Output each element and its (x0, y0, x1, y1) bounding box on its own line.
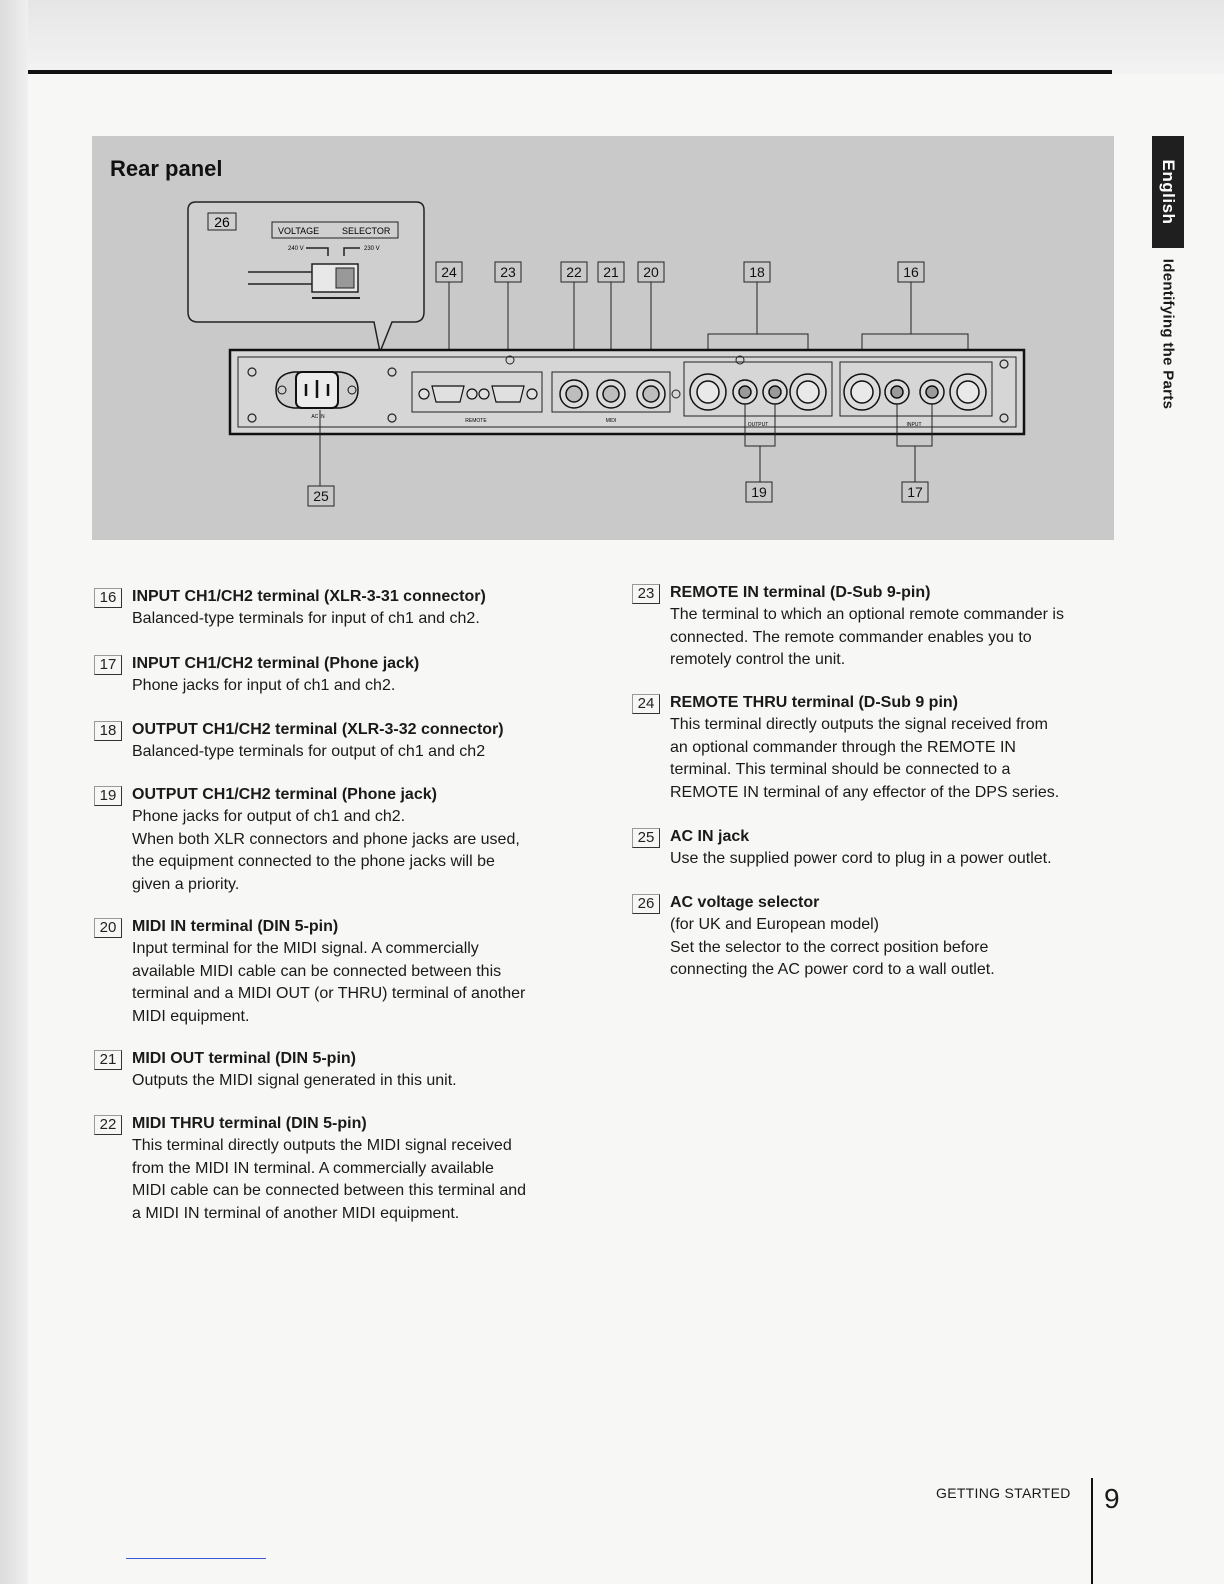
entry-text: Phone jacks for output of ch1 and ch2. (132, 808, 406, 825)
panel-label-midi: MIDI (605, 418, 617, 424)
entry-20 (94, 916, 614, 1028)
callout-22: 22 (566, 264, 582, 280)
entry-text: This terminal directly outputs the MIDI signal received (132, 1137, 512, 1154)
entry-text: connected. The remote commander enables you to (670, 628, 1032, 646)
panel-label-ac-in: AC IN (311, 414, 325, 420)
entry-title: INPUT CH1/CH2 terminal (XLR-3-31 connector) (132, 588, 486, 605)
entry-text: The terminal to which an optional remote commander is (670, 606, 1064, 623)
entry-text: available MIDI cable can be connected between this (132, 962, 502, 980)
entry-text: the equipment connected to the phone jacks will be (132, 853, 495, 870)
entry-18 (94, 719, 614, 764)
panel-label-remote: REMOTE (465, 418, 487, 424)
entry-number: 26 (632, 894, 660, 914)
entry-text: a MIDI IN terminal of another MIDI equipment. (132, 1204, 460, 1222)
callout-17: 17 (907, 484, 923, 500)
entry-number: 16 (94, 588, 122, 608)
bottom-line (126, 1558, 266, 1559)
entry-number: 20 (94, 918, 122, 938)
footer-section-label: GETTING STARTED (936, 1485, 1071, 1501)
selector-label-right: SELECTOR (342, 226, 391, 236)
entry-text: terminal and a MIDI OUT (or THRU) terminal of another (132, 985, 526, 1002)
entry-22 (94, 1113, 614, 1225)
entry-25 (632, 826, 1152, 871)
callout-25: 25 (313, 488, 329, 504)
entry-title: MIDI OUT terminal (DIN 5-pin) (132, 1050, 356, 1067)
entry-number: 19 (94, 786, 122, 806)
entry-24 (632, 692, 1152, 804)
footer-rule (1091, 1478, 1093, 1584)
entry-text: Input terminal for the MIDI signal. A commercially (132, 940, 479, 957)
selector-label-left: VOLTAGE (278, 226, 320, 236)
entry-number: 24 (632, 694, 660, 714)
entry-title: OUTPUT CH1/CH2 terminal (Phone jack) (132, 786, 437, 803)
midi-din-connectors (560, 380, 665, 408)
entry-number: 23 (632, 584, 660, 604)
entry-16 (94, 586, 614, 631)
entry-21 (94, 1048, 614, 1093)
entry-23 (632, 582, 1152, 672)
entry-title: MIDI THRU terminal (DIN 5-pin) (132, 1115, 367, 1132)
entry-title: AC voltage selector (670, 894, 820, 911)
language-tab-label: English (1159, 159, 1178, 225)
callout-21: 21 (603, 264, 619, 280)
entry-number: 17 (94, 655, 122, 675)
callout-26: 26 (214, 214, 230, 230)
entry-text: Balanced-type terminals for output of ch1 and ch2 (132, 743, 486, 760)
entry-title: REMOTE THRU terminal (D-Sub 9 pin) (670, 694, 958, 711)
entry-title: MIDI IN terminal (DIN 5-pin) (132, 918, 339, 935)
entry-text: REMOTE IN terminal of any effector of the DPS series. (670, 783, 1060, 801)
entry-text: Phone jacks for input of ch1 and ch2. (132, 677, 396, 694)
entry-17 (94, 653, 614, 698)
entry-text: MIDI equipment. (132, 1007, 250, 1025)
entry-text: Outputs the MIDI signal generated in this unit. (132, 1072, 457, 1089)
ac-in-jack (276, 372, 358, 408)
entry-text: (for UK and European model) (670, 916, 879, 933)
entry-text: This terminal directly outputs the signal received from (670, 716, 1048, 733)
section-side-label: Identifying the Parts (1159, 258, 1177, 410)
callout-18: 18 (749, 264, 765, 280)
entry-title: INPUT CH1/CH2 terminal (Phone jack) (132, 655, 420, 672)
figure-title: Rear panel (110, 156, 223, 181)
rear-panel-diagram (0, 0, 1224, 560)
selector-pos-left: 240 V (288, 246, 304, 252)
entry-number: 18 (94, 721, 122, 741)
entry-text: connecting the AC power cord to a wall outlet. (670, 961, 995, 978)
callout-23: 23 (500, 264, 516, 280)
entry-text: Use the supplied power cord to plug in a power outlet. (670, 850, 1052, 867)
selector-pos-right: 230 V (364, 246, 380, 252)
entry-text: Balanced-type terminals for input of ch1 and ch2. (132, 610, 480, 627)
entry-text: Set the selector to the correct position before (670, 938, 989, 956)
entry-title: OUTPUT CH1/CH2 terminal (XLR-3-32 connector) (132, 721, 504, 738)
entry-text: from the MIDI IN terminal. A commercially available (132, 1159, 494, 1177)
entry-text: remotely control the unit. (670, 651, 846, 668)
callout-20: 20 (643, 264, 659, 280)
page-number: 9 (1104, 1483, 1120, 1514)
entry-text: terminal. This terminal should be connected to a (670, 761, 1011, 778)
entry-text: When both XLR connectors and phone jacks are used, (132, 830, 520, 848)
entry-text: an optional commander through the REMOTE IN (670, 738, 1016, 756)
entry-number: 25 (632, 828, 660, 848)
entry-26 (632, 892, 1152, 982)
entry-title: REMOTE IN terminal (D-Sub 9-pin) (670, 584, 931, 601)
panel-label-output: OUTPUT (747, 422, 769, 428)
entry-19 (94, 784, 614, 896)
entry-text: given a priority. (132, 875, 240, 893)
entry-title: AC IN jack (670, 828, 750, 845)
entry-number: 21 (94, 1050, 122, 1070)
callout-24: 24 (441, 264, 457, 280)
callout-16: 16 (903, 264, 919, 280)
entry-text: MIDI cable can be connected between this terminal and (132, 1182, 527, 1199)
entry-number: 22 (94, 1115, 122, 1135)
callout-19: 19 (751, 484, 767, 500)
panel-label-input: INPUT (906, 422, 922, 428)
